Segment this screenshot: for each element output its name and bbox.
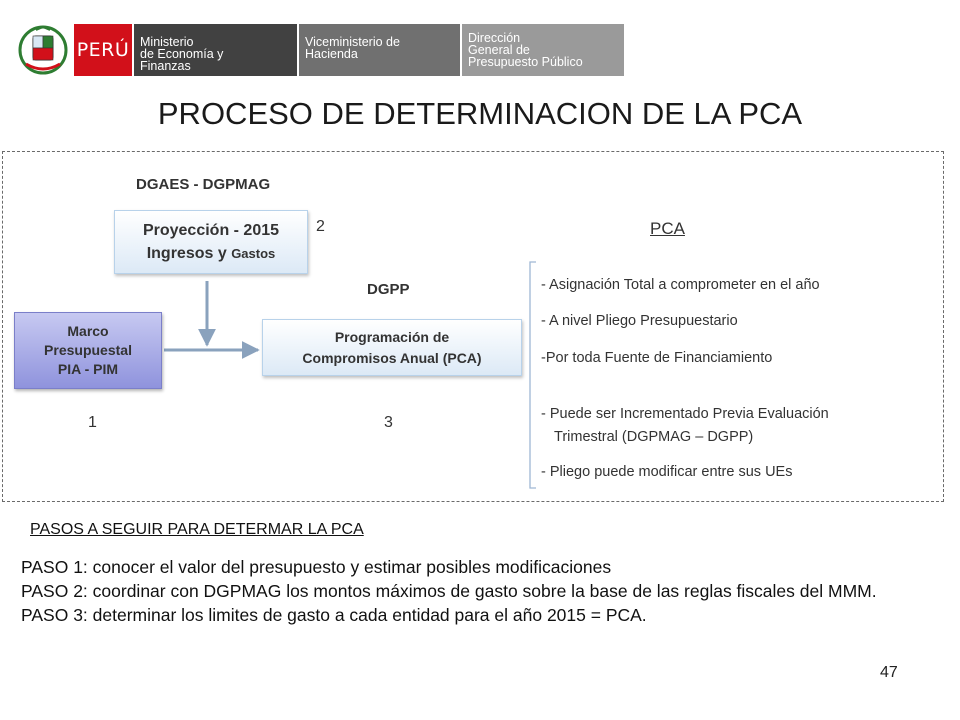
ministry-line-2: de Economía y [140,47,224,61]
pca-item-incrementado: - Puede ser Incrementado Previa Evaluación [541,406,829,422]
page-number: 47 [880,664,898,681]
step-number-3: 3 [384,414,393,431]
peru-label: PERÚ [76,39,130,61]
step-number-1: 1 [88,414,97,431]
pca-item-asignacion: - Asignación Total a comprometer en el año [541,277,820,293]
steps-text [21,555,926,627]
marco-presupuestal-box [14,312,162,389]
direccion-line-3: Presupuesto Público [468,55,583,69]
direccion-line-2: General de [468,43,530,57]
marco-line-2: Presupuestal [44,342,132,358]
ministry-line-1: Ministerio [140,35,194,49]
marco-line-1: Marco [67,323,109,339]
pca-item-pliego-ues: - Pliego puede modificar entre sus UEs [541,464,793,480]
ministry-line-3: Finanzas [140,59,191,73]
pca-item-fuente: -Por toda Fuente de Financiamiento [541,350,773,366]
direccion-line-1: Dirección [468,31,521,45]
proyeccion-line-1: Proyección - 2015 [142,222,280,239]
programacion-line-1: Programación de [334,328,450,345]
paso-2: PASO 2: coordinar con DGPMAG los montos máximos de gasto sobre la base de las reglas fiscales del MMM. [21,581,877,601]
pasos-heading: PASOS A SEGUIR PARA DETERMAR LA PCA [30,521,364,538]
dgaes-dgpmag-label: DGAES - DGPMAG [136,176,271,193]
programacion-box [262,319,522,376]
pca-heading: PCA [650,219,685,238]
pca-bracket [530,262,536,488]
paso-3: PASO 3: determinar los limites de gasto a cada entidad para el año 2015 = PCA. [21,605,647,625]
marco-line-3: PIA - PIM [57,361,119,377]
page-title: PROCESO DE DETERMINACION DE LA PCA [157,96,803,131]
pca-item-trimestral: Trimestral (DGPMAG – DGPP) [554,429,754,445]
dgpp-label: DGPP [367,281,410,298]
vice-line-2: Hacienda [305,47,358,61]
proyeccion-box [114,210,308,274]
paso-1: PASO 1: conocer el valor del presupuesto y estimar posibles modificaciones [21,557,612,577]
vice-line-1: Viceministerio de [305,35,400,49]
step-number-2: 2 [316,218,325,235]
pca-item-nivel-pliego: - A nivel Pliego Presupuestario [541,313,738,329]
programacion-line-2: Compromisos Anual (PCA) [302,349,482,366]
proyeccion-line-2: Ingresos y Gastos [146,245,276,262]
